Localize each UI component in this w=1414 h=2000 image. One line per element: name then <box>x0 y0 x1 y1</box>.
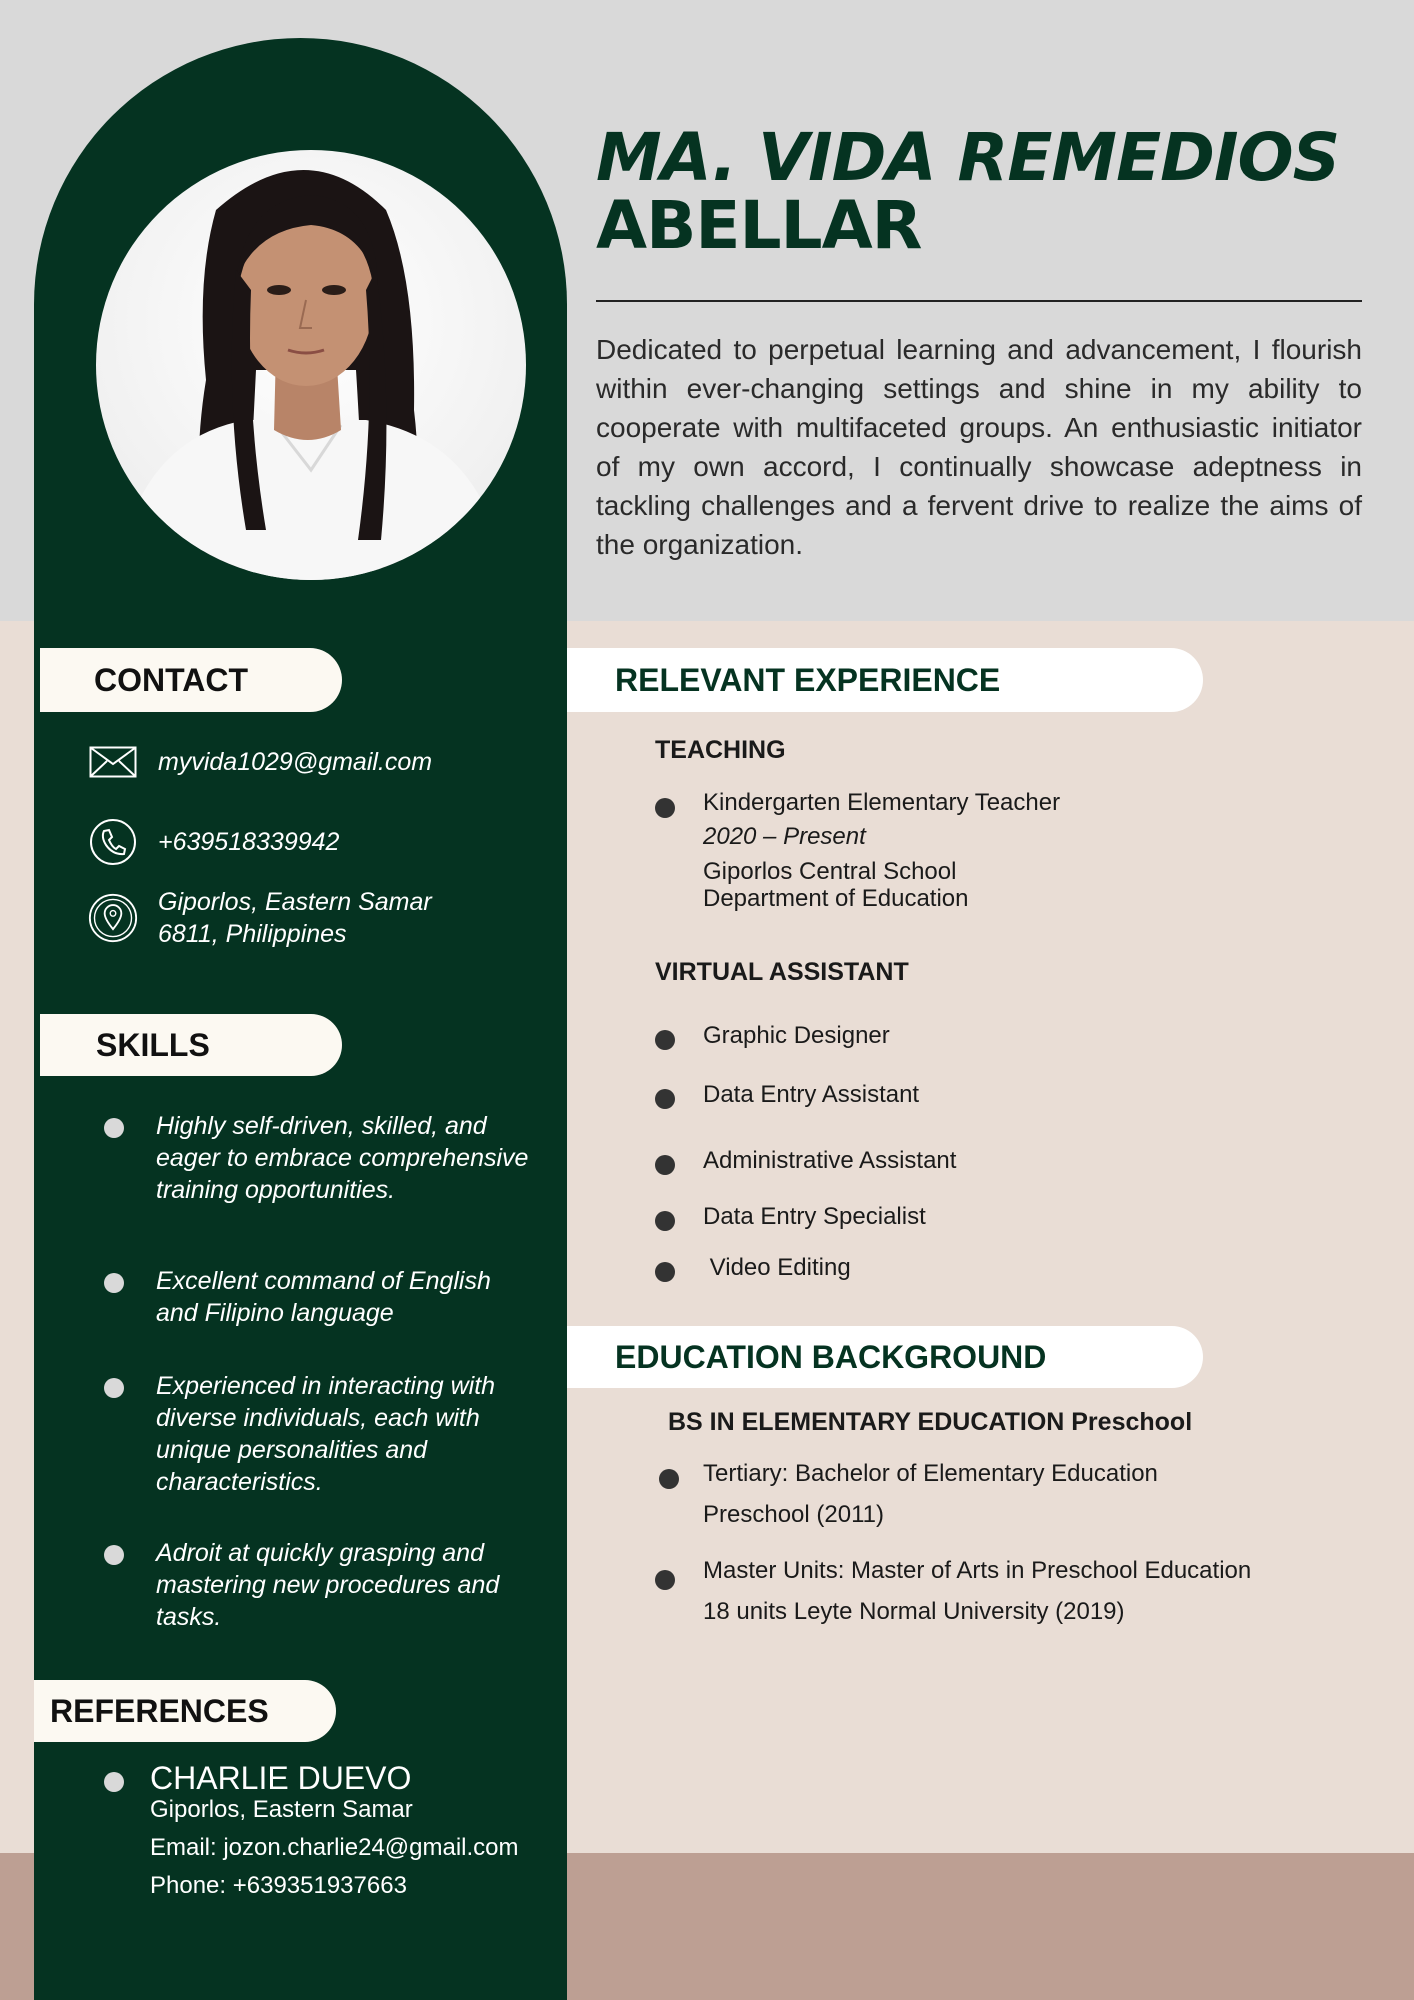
va-item-text: Data Entry Assistant <box>703 1081 920 1108</box>
skills-heading: SKILLS <box>40 1014 342 1076</box>
bullet-dot <box>655 798 675 818</box>
education-line-2: Preschool (2011) <box>703 1501 884 1528</box>
bullet-dot <box>104 1273 124 1293</box>
references-heading: REFERENCES <box>34 1680 336 1742</box>
bullet-dot <box>104 1118 124 1138</box>
bullet-dot <box>659 1469 679 1489</box>
phone-text[interactable]: +639518339942 <box>158 828 340 856</box>
degree-title: BS IN ELEMENTARY EDUCATION Preschool <box>668 1408 1193 1436</box>
bullet-dot <box>655 1030 675 1050</box>
education-heading: EDUCATION BACKGROUND <box>567 1326 1203 1388</box>
envelope-icon <box>88 746 138 778</box>
teaching-heading: TEACHING <box>655 736 786 764</box>
skill-text: Excellent command of English and Filipino language <box>156 1267 491 1327</box>
reference-phone[interactable]: Phone: +639351937663 <box>150 1872 407 1899</box>
teaching-period: 2020 – Present <box>703 823 866 850</box>
reference-email[interactable]: Email: jozon.charlie24@gmail.com <box>150 1834 519 1861</box>
location-pin-icon <box>88 891 138 945</box>
experience-heading: RELEVANT EXPERIENCE <box>567 648 1203 712</box>
name-line-2: ABELLAR <box>596 187 922 264</box>
contact-heading: CONTACT <box>40 648 342 712</box>
va-item-text: Video Editing <box>703 1254 851 1281</box>
address-line-2: 6811, Philippines <box>158 920 347 948</box>
bullet-dot <box>655 1570 675 1590</box>
bullet-dot <box>104 1772 124 1792</box>
divider <box>596 300 1362 302</box>
name-line-1: MA. VIDA REMEDIOS <box>596 119 1340 196</box>
education-line-1: Master Units: Master of Arts in Preschool Education <box>703 1557 1252 1584</box>
contact-email <box>88 746 432 778</box>
address-text <box>158 886 432 950</box>
va-item-text: Administrative Assistant <box>703 1147 957 1174</box>
phone-icon <box>88 818 138 866</box>
education-line-2: 18 units Leyte Normal University (2019) <box>703 1598 1125 1625</box>
reference-location: Giporlos, Eastern Samar <box>150 1796 413 1823</box>
skill-text: Adroit at quickly grasping and mastering new procedures and tasks. <box>156 1539 500 1631</box>
email-text[interactable]: myvida1029@gmail.com <box>158 748 433 776</box>
teaching-role: Kindergarten Elementary Teacher <box>703 789 1061 816</box>
bullet-dot <box>655 1262 675 1282</box>
profile-summary: Dedicated to perpetual learning and advancement, I flourish within ever-changing settings and shine in my ability to cooperate with multifaceted groups. An enthusiastic initiator of my own accord, I continually showcase adeptness in tackling challenges and a fervent drive to realize the aims of the organization. <box>596 334 1362 560</box>
full-name <box>596 119 1376 264</box>
skill-text: Experienced in interacting with diverse individuals, each with unique personalities and characteristics. <box>156 1372 496 1496</box>
contact-phone <box>88 818 339 866</box>
bullet-dot <box>104 1378 124 1398</box>
reference-name: CHARLIE DUEVO <box>150 1760 412 1796</box>
bullet-dot <box>655 1211 675 1231</box>
bullet-dot <box>104 1545 124 1565</box>
bullet-dot <box>655 1155 675 1175</box>
teaching-department: Department of Education <box>703 885 969 912</box>
skill-text: Highly self-driven, skilled, and eager to embrace comprehensive training opportunities. <box>156 1112 529 1204</box>
education-line-1: Tertiary: Bachelor of Elementary Education <box>703 1460 1158 1487</box>
teaching-school: Giporlos Central School <box>703 858 957 885</box>
profile-photo <box>96 150 526 580</box>
va-item-text: Data Entry Specialist <box>703 1203 926 1230</box>
va-heading: VIRTUAL ASSISTANT <box>655 958 909 986</box>
bullet-dot <box>655 1089 675 1109</box>
address-line-1: Giporlos, Eastern Samar <box>158 888 432 916</box>
contact-address <box>88 886 432 950</box>
va-item-text: Graphic Designer <box>703 1022 890 1049</box>
